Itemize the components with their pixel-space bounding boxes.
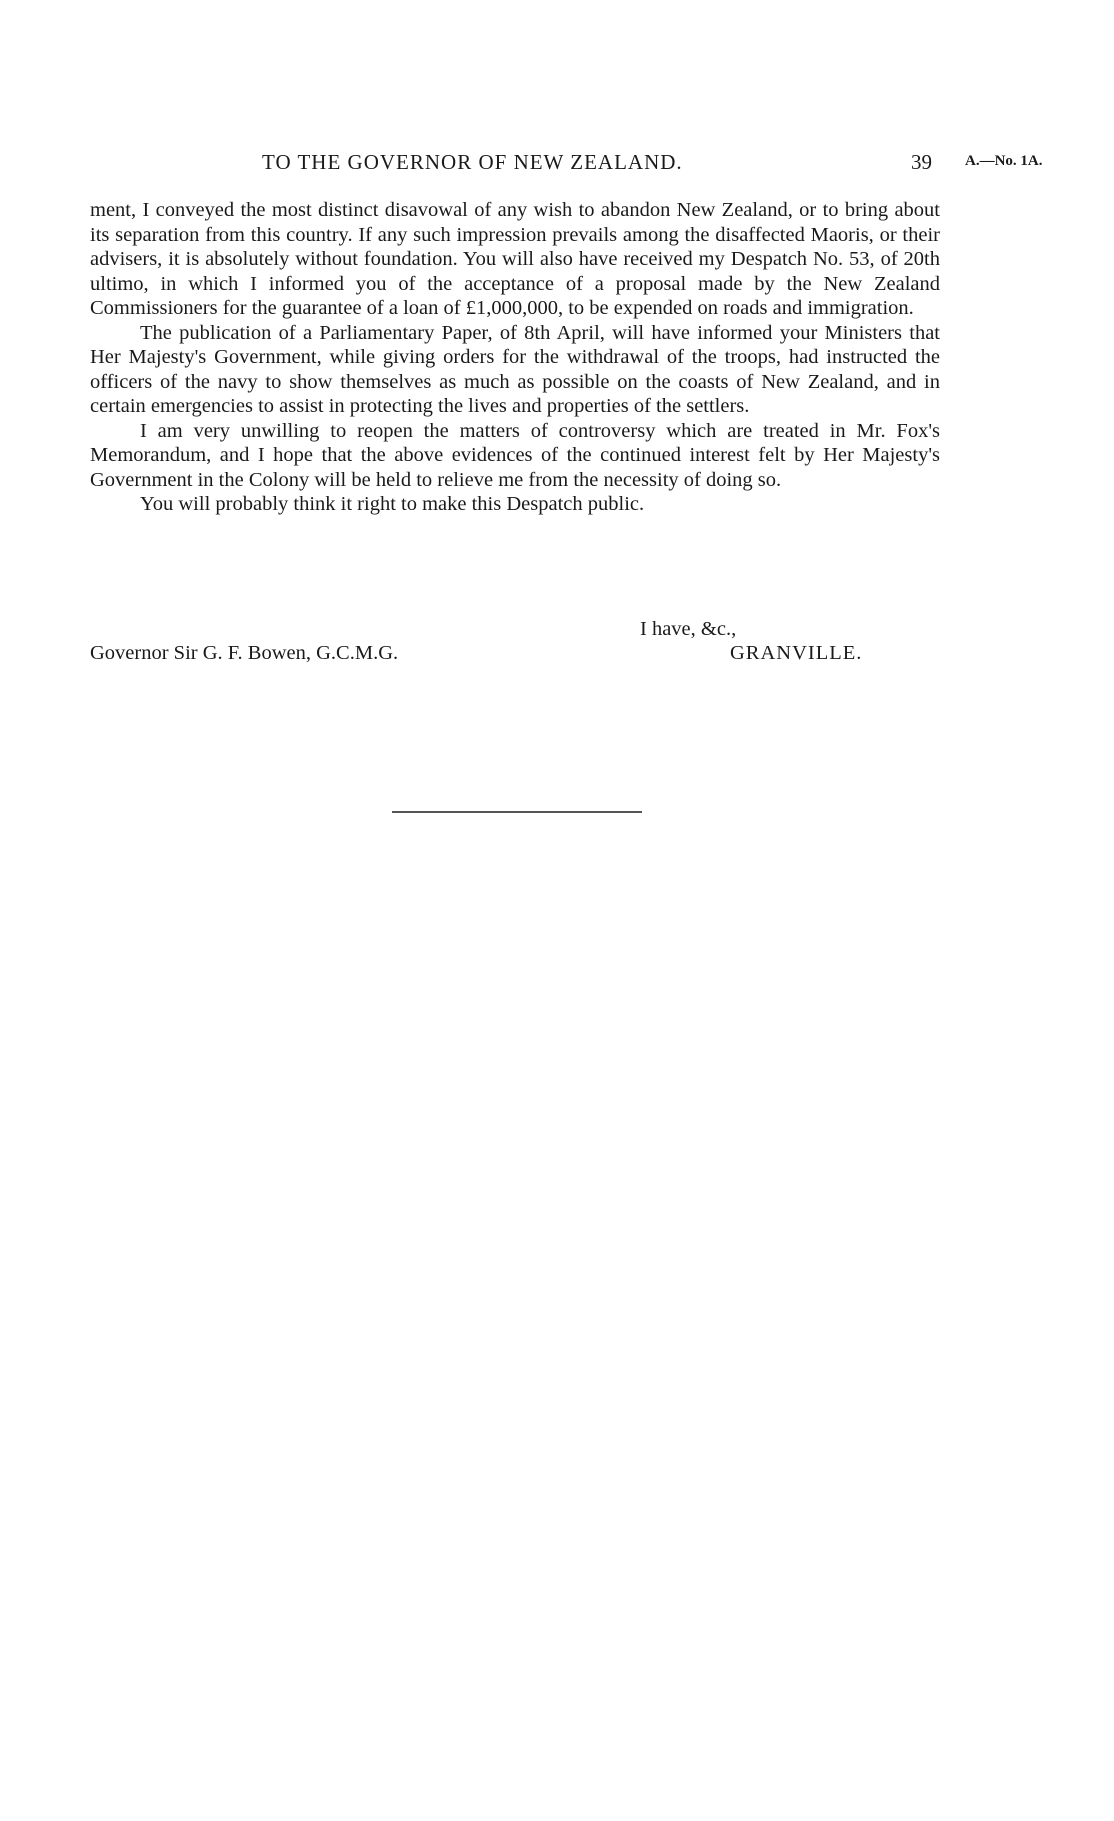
paper-reference: A.—No. 1A. [965,153,1043,169]
paragraph-publication: You will probably think it right to make this Despatch public. [140,493,645,515]
signatory: GRANVILLE. [730,642,863,664]
signature-block [90,642,890,668]
section-divider [392,811,642,813]
addressee: Governor Sir G. F. Bowen, G.C.M.G. [90,642,399,664]
page-header [0,150,1114,180]
page-number: 39 [911,150,932,174]
paragraph-parliamentary-paper: The publication of a Parliamentary Paper, of 8th April, will have informed your Ministers that Her Majesty's Government, while giving orders for the withdrawal of the troops, had instructed the officers of the navy to show themselves as much as possible on the coasts of New Zealand, and in certain emergencies to assist in protecting the lives and properties of the settlers. [90,321,940,417]
paragraph-continuation: ment, I conveyed the most distinct disavowal of any wish to abandon New Zealand, or to bring about its separation from this country. If any such impression prevails among the disaffected Maoris, or their advisers, it is absolutely without foundation. You will also have received my Despatch No. 53, of 20th ultimo, in which I informed you of the acceptance of a proposal made by the New Zealand Commissioners for the guarantee of a loan of £1,000,000, to be expended on roads and immigration. [90,199,940,319]
paragraph-controversy: I am very unwilling to reopen the matters of controversy which are treated in Mr. Fox's Memorandum, and I hope that the above evidences of the continued interest felt by Her Majesty's Government in the Colony will be held to relieve me from the necessity of doing so. [90,419,940,491]
running-title: TO THE GOVERNOR OF NEW ZEALAND. [262,150,683,174]
closing-formula: I have, &c., [640,618,737,640]
despatch-body [90,198,940,517]
